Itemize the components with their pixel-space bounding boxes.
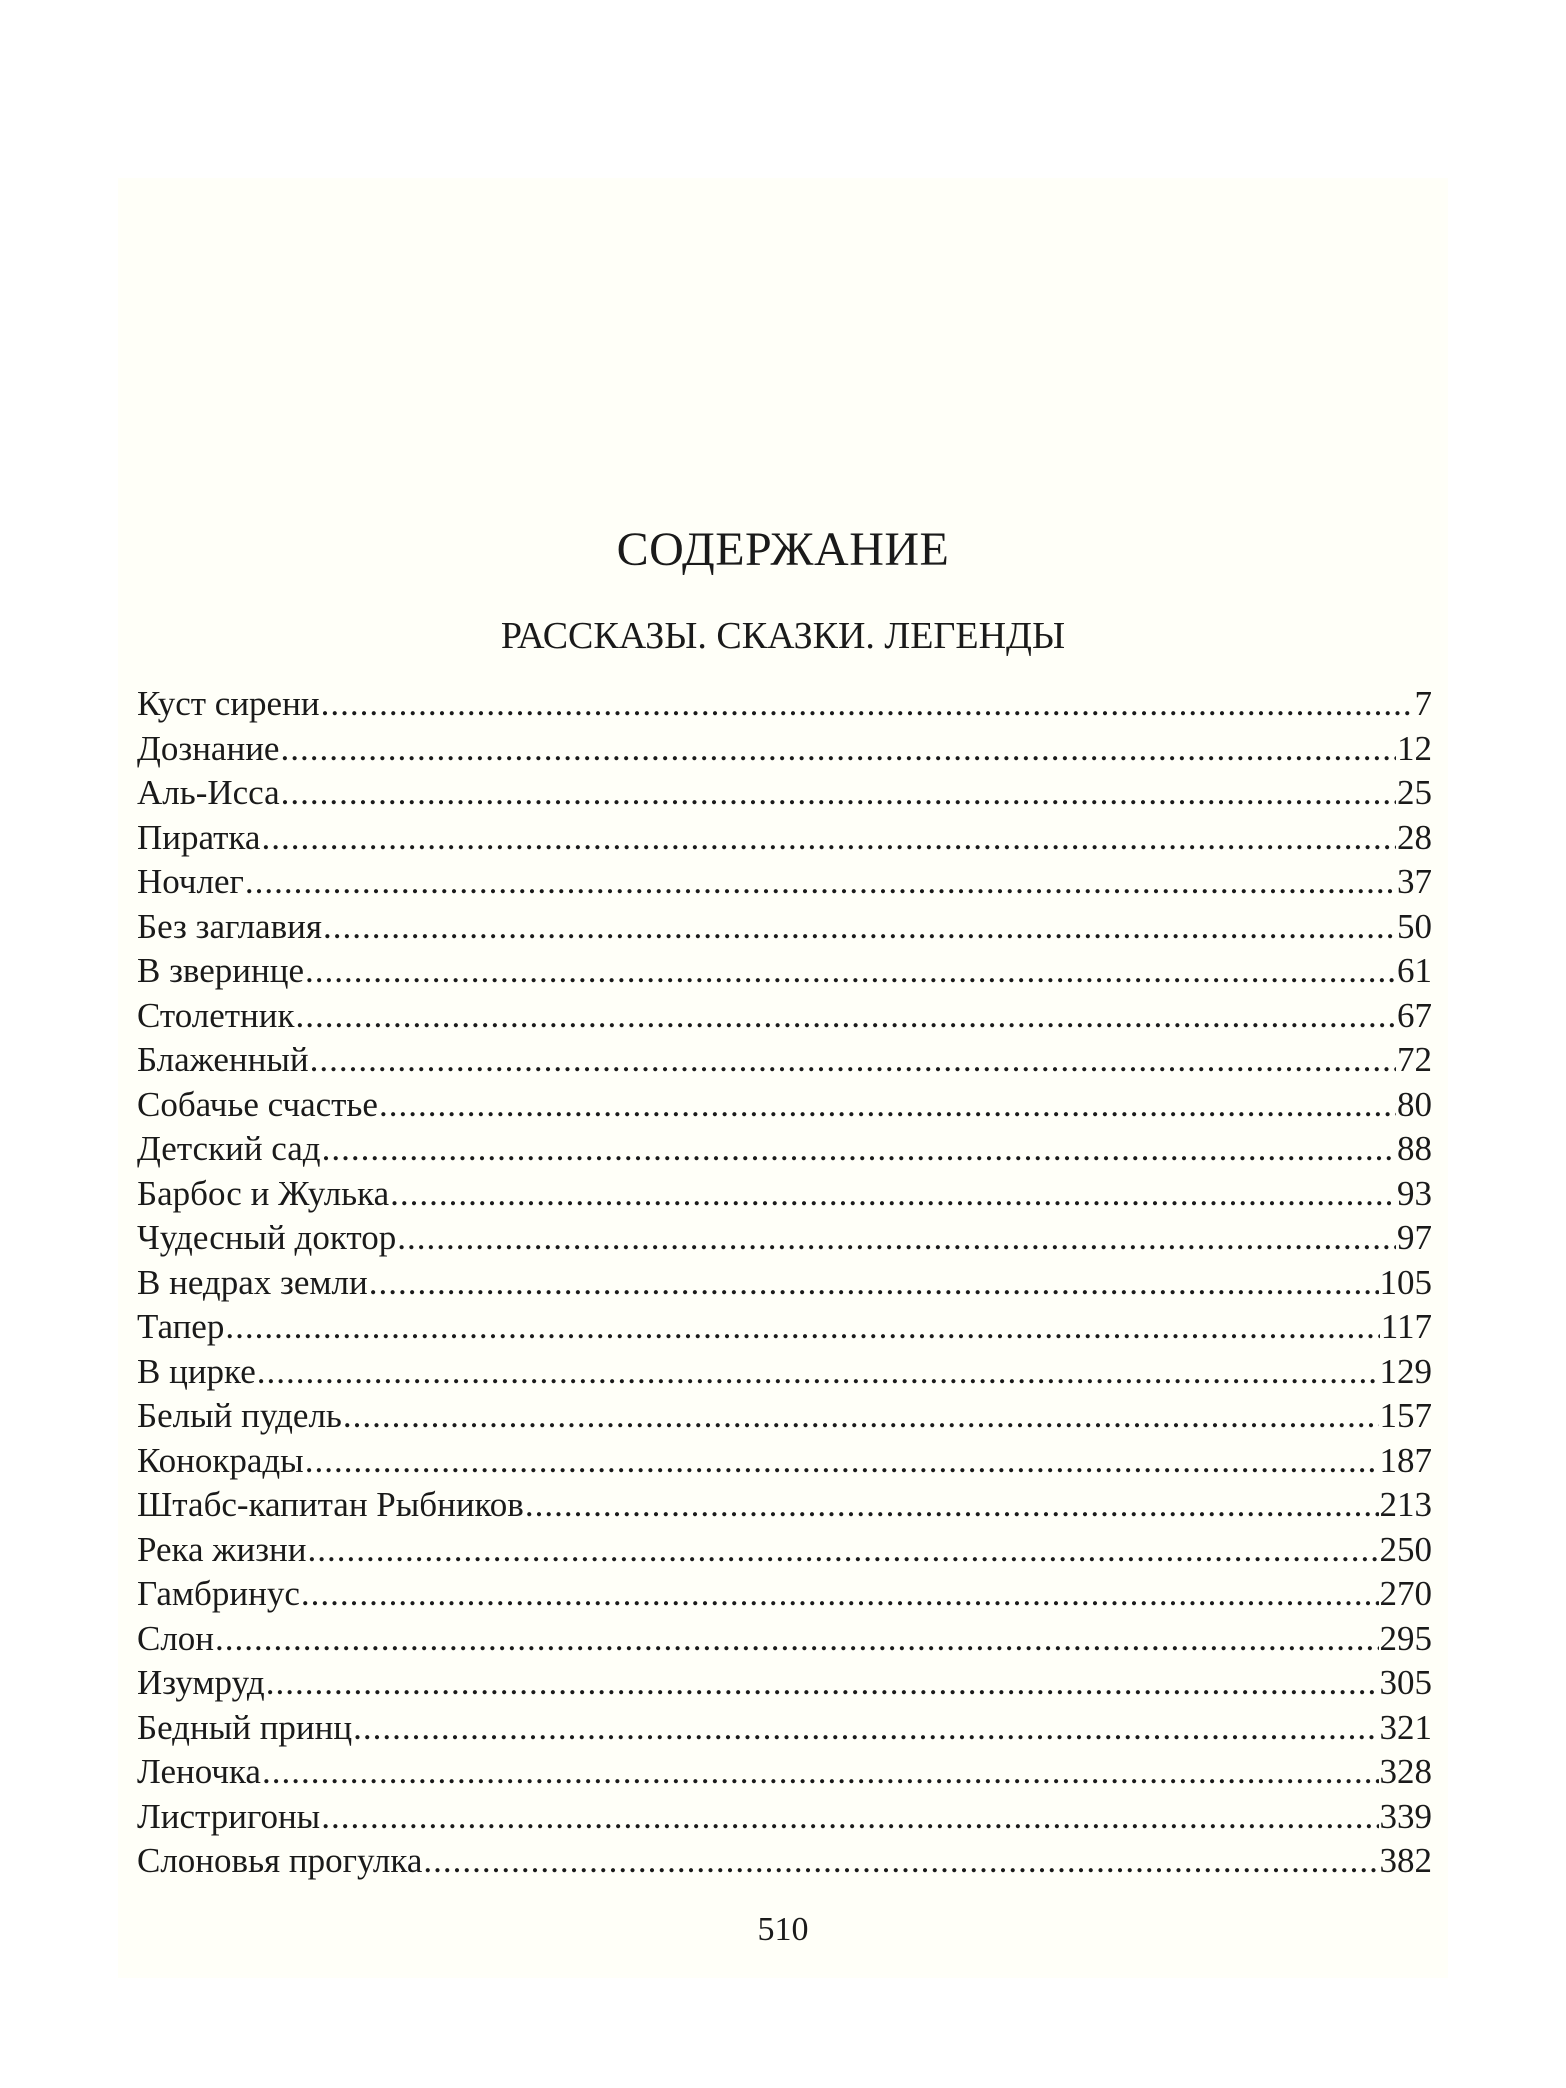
toc-entry-title: Аль-Исса — [137, 773, 280, 812]
toc-entry — [137, 1127, 1432, 1172]
dot-leader — [266, 1661, 1379, 1705]
toc-entry-page: 12 — [1397, 728, 1432, 768]
dot-leader — [257, 1350, 1379, 1394]
dot-leader — [323, 905, 1396, 949]
toc-entry-title: Барбос и Жулька — [137, 1173, 390, 1213]
toc-entry — [137, 905, 1432, 950]
toc-entry — [137, 860, 1432, 905]
section-heading: РАССКАЗЫ. СКАЗКИ. ЛЕГЕНДЫ — [500, 615, 1066, 657]
toc-entry — [137, 1839, 1432, 1884]
toc-entry-page: 28 — [1397, 817, 1432, 857]
toc-entry-page: 321 — [1379, 1707, 1432, 1747]
toc-entry-page: 157 — [1379, 1396, 1432, 1435]
dot-leader — [321, 1795, 1378, 1839]
dot-leader — [308, 1528, 1379, 1572]
toc-entry-title: В недрах земли — [137, 1262, 368, 1302]
toc-entry-title: Штабс-капитан Рыбников — [137, 1485, 524, 1524]
toc-entry-page: 50 — [1397, 906, 1432, 946]
dot-leader — [343, 1394, 1379, 1438]
dot-leader — [262, 1750, 1379, 1794]
dot-leader — [280, 727, 1396, 771]
dot-leader — [423, 1839, 1378, 1883]
toc-entry — [137, 1661, 1432, 1706]
toc-entry-title: Без заглавия — [137, 906, 322, 946]
toc-list — [137, 682, 1432, 1884]
toc-entry-title: Столетник — [137, 995, 295, 1035]
dot-leader — [305, 949, 1396, 993]
toc-entry-title: Конокрады — [137, 1440, 304, 1480]
dot-leader — [379, 1083, 1396, 1127]
toc-entry — [137, 1172, 1432, 1217]
toc-entry — [137, 1572, 1432, 1617]
toc-entry-title: Слоновья прогулка — [137, 1841, 423, 1880]
toc-entry-page: 61 — [1397, 951, 1432, 990]
toc-entry — [137, 1483, 1432, 1528]
toc-entry-title: Гамбринус — [137, 1574, 300, 1613]
toc-entry-title: Река жизни — [137, 1529, 307, 1569]
toc-entry-title: Листригоны — [137, 1796, 321, 1836]
toc-entry — [137, 994, 1432, 1039]
toc-entry-page: 105 — [1379, 1262, 1432, 1302]
toc-entry-page: 117 — [1380, 1307, 1432, 1346]
dot-leader — [245, 860, 1396, 904]
toc-entry-page: 97 — [1397, 1218, 1432, 1257]
dot-leader — [390, 1172, 1396, 1216]
toc-entry-title: Бедный принц — [137, 1707, 353, 1747]
toc-entry — [137, 1038, 1432, 1083]
toc-entry — [137, 816, 1432, 861]
toc-entry — [137, 1750, 1432, 1795]
toc-entry-title: Блаженный — [137, 1040, 309, 1079]
dot-leader — [322, 1127, 1396, 1171]
toc-entry-title: Детский сад — [137, 1129, 321, 1168]
toc-entry-title: Леночка — [137, 1752, 261, 1791]
dot-leader — [305, 1439, 1379, 1483]
toc-entry — [137, 727, 1432, 772]
toc-entry-page: 187 — [1379, 1440, 1432, 1480]
dot-leader — [353, 1706, 1378, 1750]
dot-leader — [225, 1305, 1379, 1349]
toc-entry — [137, 1706, 1432, 1751]
toc-entry-title: В зверинце — [137, 951, 305, 990]
toc-entry-page: 270 — [1379, 1574, 1432, 1613]
toc-entry-page: 328 — [1379, 1752, 1432, 1791]
toc-entry-title: Пиратка — [137, 817, 261, 857]
dot-leader — [369, 1261, 1379, 1305]
toc-entry-page: 72 — [1397, 1040, 1432, 1079]
toc-entry-title: Собачье счастье — [137, 1084, 378, 1124]
toc-entry — [137, 1305, 1432, 1350]
toc-entry — [137, 1795, 1432, 1840]
toc-entry-title: Дознание — [137, 728, 280, 768]
toc-entry — [137, 1439, 1432, 1484]
toc-entry-title: В цирке — [137, 1351, 256, 1391]
toc-entry-page: 25 — [1397, 773, 1432, 812]
toc-entry-title: Белый пудель — [137, 1396, 342, 1435]
toc-entry — [137, 771, 1432, 816]
dot-leader — [525, 1483, 1379, 1527]
toc-entry-title: Куст сирени — [137, 684, 320, 723]
toc-entry — [137, 1350, 1432, 1395]
toc-entry-page: 7 — [1414, 684, 1432, 723]
dot-leader — [301, 1572, 1379, 1616]
toc-heading: СОДЕРЖАНИЕ — [616, 523, 950, 576]
toc-entry-page: 382 — [1379, 1841, 1432, 1880]
toc-entry-page: 305 — [1379, 1663, 1432, 1702]
dot-leader — [321, 682, 1414, 726]
toc-entry — [137, 1083, 1432, 1128]
toc-entry-title: Тапер — [137, 1307, 225, 1346]
toc-entry — [137, 1528, 1432, 1573]
dot-leader — [310, 1038, 1396, 1082]
toc-entry-page: 295 — [1379, 1618, 1432, 1658]
toc-entry — [137, 1216, 1432, 1261]
toc-entry-page: 37 — [1397, 862, 1432, 901]
toc-entry-title: Чудесный доктор — [137, 1218, 397, 1257]
toc-entry-page: 80 — [1397, 1084, 1432, 1124]
toc-entry-title: Слон — [137, 1618, 215, 1658]
toc-entry-page: 213 — [1379, 1485, 1432, 1524]
dot-leader — [281, 771, 1396, 815]
dot-leader — [296, 994, 1396, 1038]
toc-entry — [137, 682, 1432, 727]
toc-entry-title: Изумруд — [137, 1663, 265, 1702]
dot-leader — [215, 1617, 1378, 1661]
toc-entry-title: Ночлег — [137, 862, 244, 901]
toc-entry — [137, 1617, 1432, 1662]
dot-leader — [261, 816, 1396, 860]
toc-entry-page: 250 — [1379, 1529, 1432, 1569]
toc-entry-page: 339 — [1379, 1796, 1432, 1836]
toc-entry — [137, 949, 1432, 994]
toc-entry-page: 93 — [1397, 1173, 1432, 1213]
toc-entry-page: 129 — [1379, 1351, 1432, 1391]
toc-entry — [137, 1261, 1432, 1306]
toc-entry-page: 67 — [1397, 995, 1432, 1035]
toc-entry — [137, 1394, 1432, 1439]
dot-leader — [397, 1216, 1396, 1260]
page-number: 510 — [757, 1911, 809, 1948]
toc-entry-page: 88 — [1397, 1129, 1432, 1168]
